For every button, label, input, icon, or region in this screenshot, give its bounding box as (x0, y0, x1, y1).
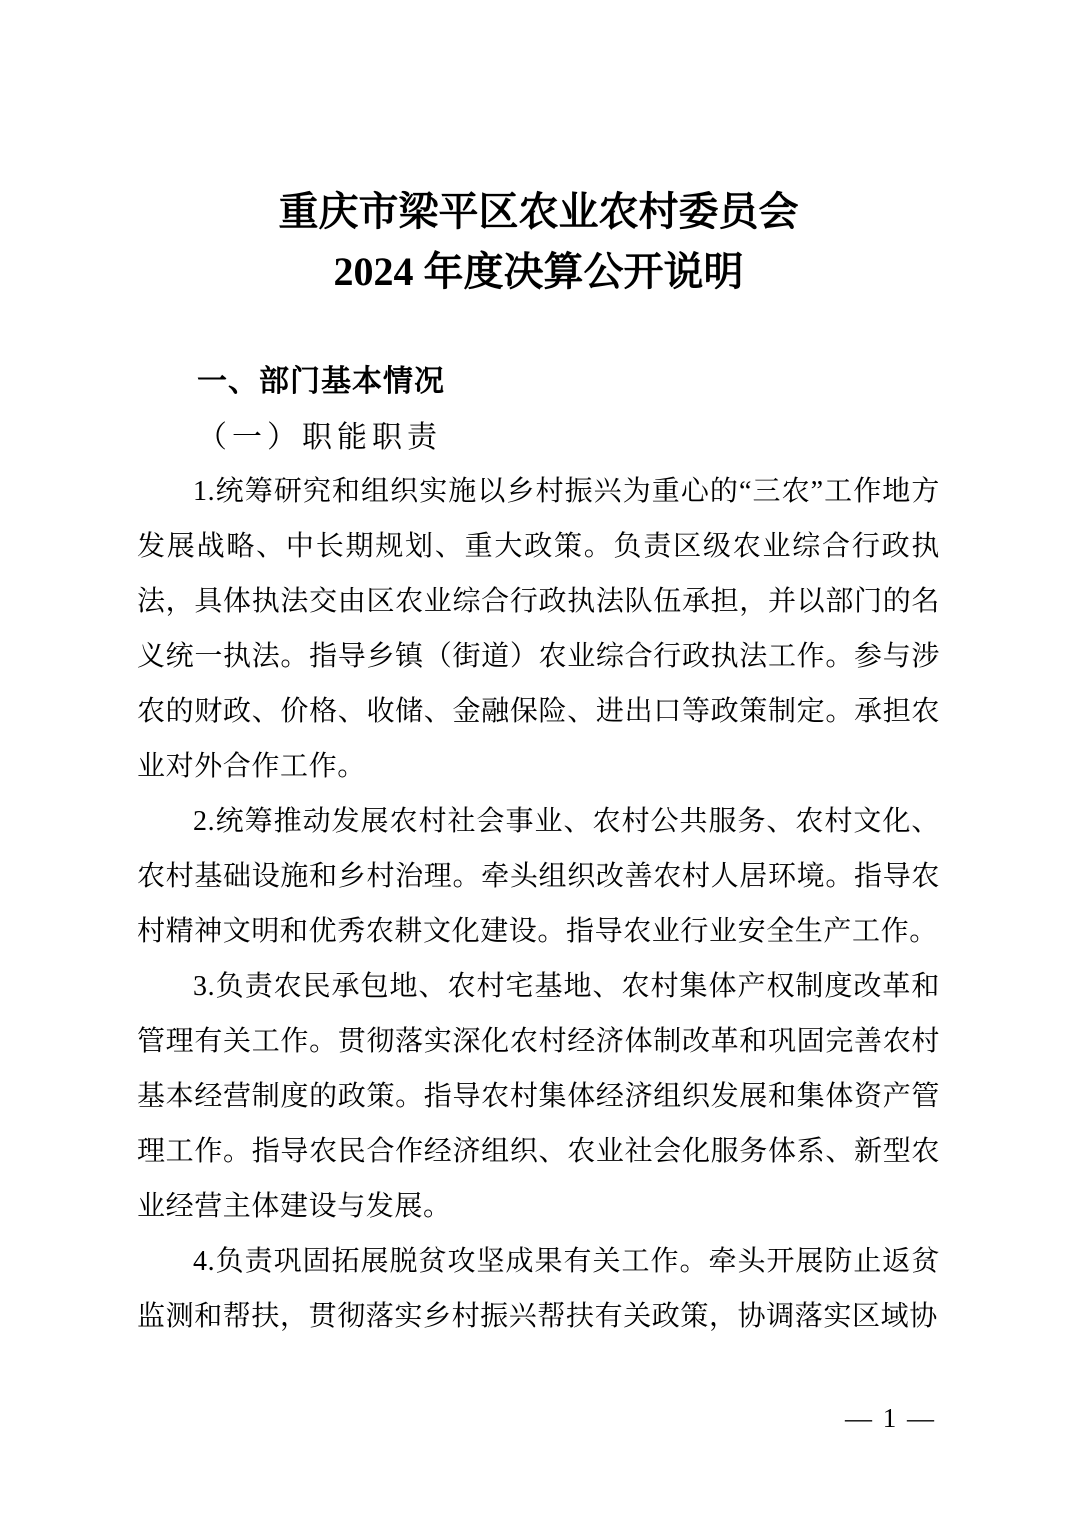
document-title-line1: 重庆市梁平区农业农村委员会 (278, 189, 799, 234)
paragraph-2: 2.统筹推动发展农村社会事业、农村公共服务、农村文化、农村基础设施和乡村治理。牵头组织改善农村人居环境。指导农村精神文明和优秀农耕文化建设。指导农业行业安全生产工作。 (137, 806, 940, 947)
section-heading-basic-info: 一、部门基本情况 (197, 365, 445, 398)
paragraph-1: 1.统筹研究和组织实施以乡村振兴为重心的“三农”工作地方发展战略、中长期规划、重大政策。负责区级农业综合行政执法，具体执法交由区农业综合行政执法队伍承担，并以部门的名义统一执法。指导乡镇（街道）农业综合行政执法工作。参与涉农的财政、价格、收储、金融保险、进出口等政策制定。承担农业对外合作工作。 (137, 476, 940, 782)
page-number: — 1 — (845, 1403, 936, 1433)
document-title-line2: 2024 年度决算公开说明 (333, 249, 744, 294)
document-body (137, 464, 940, 1344)
document-title (137, 182, 940, 302)
paragraph-4: 4.负责巩固拓展脱贫攻坚成果有关工作。牵头开展防止返贫监测和帮扶，贯彻落实乡村振兴帮扶有关政策，协调落实区域协 (137, 1246, 940, 1332)
sub-heading-duties: （一）职能职责 (197, 421, 442, 454)
paragraph-3: 3.负责农民承包地、农村宅基地、农村集体产权制度改革和管理有关工作。贯彻落实深化农村经济体制改革和巩固完善农村基本经营制度的政策。指导农村集体经济组织发展和集体资产管理工作。指导农民合作经济组织、农业社会化服务体系、新型农业经营主体建设与发展。 (137, 971, 940, 1222)
